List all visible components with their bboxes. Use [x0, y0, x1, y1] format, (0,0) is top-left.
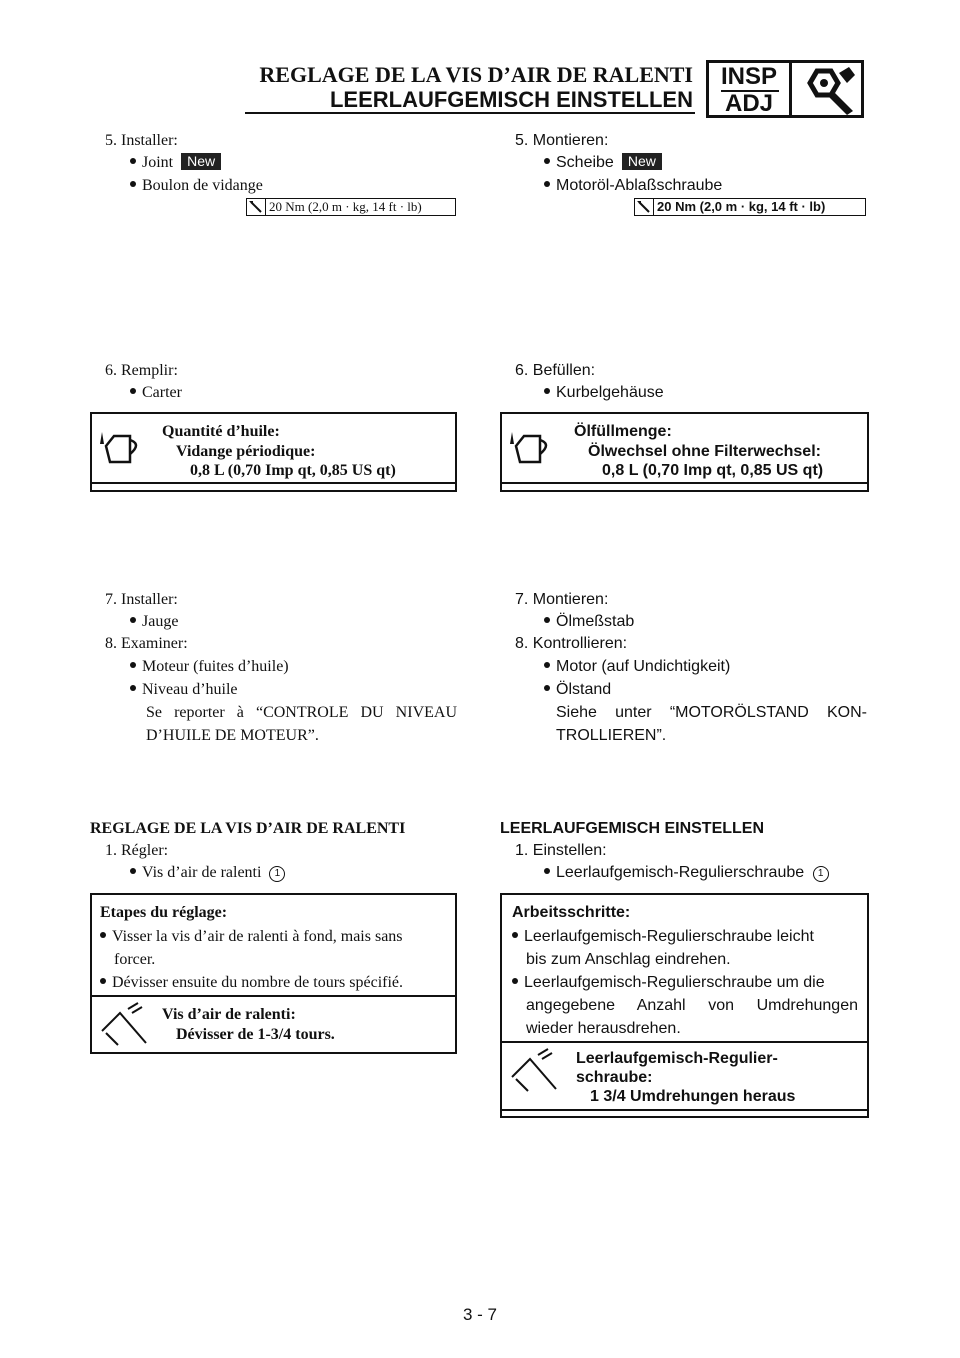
fr-steps-box-rule: [92, 995, 455, 997]
fr-steps-item1: [100, 925, 450, 948]
fr-drain-bolt-label: Boulon de vidange: [142, 177, 263, 194]
de-screw-item: [544, 862, 829, 884]
de-spec-title1: Leerlaufgemisch-Regulier-: [576, 1050, 778, 1067]
de-step1-heading: 1. Einstellen:: [515, 842, 607, 859]
de-steps-box-rule: [502, 1041, 867, 1043]
de-ref-line2: TROLLIEREN”.: [556, 727, 667, 744]
fr-oil-box-rule: [92, 482, 455, 484]
fr-steps-title: Etapes du réglage:: [100, 904, 228, 921]
de-steps-2c: wieder herausdrehen.: [526, 1020, 681, 1037]
de-step6-heading: 6. Befüllen:: [515, 362, 596, 379]
de-step5-heading: 5. Montieren:: [515, 132, 609, 149]
de-stab-label: Ölmeßstab: [556, 613, 635, 630]
de-oil-quantity-box: [500, 412, 869, 492]
de-stab-item: [544, 611, 634, 633]
fr-ref-line1: Se reporter à “CONTROLE DU NIVEAU: [146, 704, 457, 721]
wrench-nut-icon: [797, 65, 859, 115]
fr-new-badge: New: [181, 153, 221, 170]
de-steps-2a: Leerlaufgemisch-Regulierschraube um die: [524, 974, 825, 991]
fr-moteur-item: [130, 656, 289, 678]
badge-adj-label: ADJ: [724, 90, 773, 117]
fr-oil-title: Quantité d’huile:: [162, 423, 280, 440]
fr-niveau-item: [130, 679, 238, 701]
de-steps-title: Arbeitsschritte:: [512, 904, 631, 921]
fr-joint-item: [130, 152, 221, 174]
fr-carter-item: [130, 382, 182, 404]
de-scheibe-item: [544, 152, 662, 174]
de-screw-label: Leerlaufgemisch-Regulierschraube: [556, 864, 805, 881]
de-oil-box-rule: [502, 482, 867, 484]
de-kurbel-label: Kurbelgehäuse: [556, 384, 664, 401]
torque-wrench-icon: [635, 199, 654, 215]
de-spec-title2: schraube:: [576, 1069, 653, 1086]
fr-oil-quantity-box: [90, 412, 457, 492]
header-title-de: LEERLAUFGEMISCH EINSTELLEN: [329, 87, 693, 112]
de-torque-value: 20 Nm (2,0 m · kg, 14 ft · lb): [657, 199, 826, 214]
fr-torque-spec: [246, 198, 456, 216]
fr-steps-1a: Visser la vis d’air de ralenti à fond, mais sans: [112, 928, 403, 945]
insp-adj-badge: [706, 60, 864, 118]
fr-step6-heading: 6. Remplir:: [105, 362, 178, 379]
fr-torque-value: 20 Nm (2,0 m · kg, 14 ft · lb): [269, 199, 422, 214]
de-ref-line1: Siehe unter “MOTORÖLSTAND KON-: [556, 704, 867, 721]
de-scheibe-label: Scheibe: [556, 154, 614, 171]
fr-step1-heading: 1. Régler:: [105, 842, 169, 859]
de-drain-bolt-label: Motoröl-Ablaßschraube: [556, 177, 723, 194]
de-motor-item: [544, 656, 730, 678]
fr-steps-1b: forcer.: [114, 951, 156, 968]
fr-jauge-label: Jauge: [142, 613, 179, 630]
de-torque-spec: [634, 198, 866, 216]
badge-insp-label: INSP: [720, 63, 777, 90]
de-steps-1b: bis zum Anschlag eindrehen.: [526, 951, 731, 968]
de-steps-item1: [512, 925, 862, 948]
page-number: 3 - 7: [462, 1305, 498, 1324]
header-title-fr: REGLAGE DE LA VIS D’AIR DE RALENTI: [259, 62, 693, 87]
de-section-title: LEERLAUFGEMISCH EINSTELLEN: [500, 820, 765, 837]
oil-can-icon: [506, 422, 556, 466]
fr-niveau-label: Niveau d’huile: [142, 681, 238, 698]
fr-step5-heading: 5. Installer:: [105, 132, 178, 149]
de-stand-label: Ölstand: [556, 681, 612, 698]
fr-carter-label: Carter: [142, 384, 182, 401]
screwdriver-icon: [508, 1047, 560, 1095]
de-step7-heading: 7. Montieren:: [515, 591, 609, 608]
de-spec-value: 1 3/4 Umdrehungen heraus: [590, 1088, 796, 1105]
fr-ref-line2: D’HUILE DE MOTEUR”.: [146, 727, 319, 744]
de-callout-1: 1: [813, 866, 829, 882]
fr-steps-item2: [100, 971, 450, 994]
fr-moteur-label: Moteur (fuites d’huile): [142, 658, 289, 675]
de-new-badge: New: [622, 153, 662, 170]
de-stand-item: [544, 679, 611, 701]
de-oil-title: Ölfüllmenge:: [574, 423, 672, 440]
fr-callout-1: 1: [269, 866, 285, 882]
fr-adjust-steps-box: [90, 893, 457, 1054]
de-steps-2b: angegebene Anzahl von Umdrehungen: [526, 997, 858, 1014]
de-kurbel-item: [544, 382, 664, 404]
fr-jauge-item: [130, 611, 178, 633]
fr-oil-sub: Vidange périodique:: [176, 443, 316, 460]
screwdriver-icon: [98, 1001, 150, 1049]
fr-step8-heading: 8. Examiner:: [105, 635, 188, 652]
de-adjust-steps-box: [500, 893, 869, 1118]
fr-steps-2: Dévisser ensuite du nombre de tours spécifié.: [112, 974, 404, 991]
de-drain-bolt-item: [544, 175, 722, 197]
de-step8-heading: 8. Kontrollieren:: [515, 635, 628, 652]
fr-spec-value: Dévisser de 1-3/4 tours.: [176, 1026, 335, 1043]
oil-can-icon: [96, 422, 146, 466]
de-oil-sub: Ölwechsel ohne Filterwechsel:: [588, 443, 821, 460]
fr-oil-value: 0,8 L (0,70 Imp qt, 0,85 US qt): [190, 462, 396, 479]
fr-vis-item: [130, 862, 285, 884]
torque-wrench-icon: [247, 199, 266, 215]
de-steps-item2: [512, 971, 862, 994]
de-spec-box-rule: [502, 1109, 867, 1111]
fr-joint-label: Joint: [142, 154, 174, 171]
fr-drain-bolt-item: [130, 175, 263, 197]
fr-section-title: REGLAGE DE LA VIS D’AIR DE RALENTI: [90, 820, 406, 837]
de-steps-1a: Leerlaufgemisch-Regulierschraube leicht: [524, 928, 814, 945]
fr-vis-label: Vis d’air de ralenti: [142, 864, 262, 881]
fr-step7-heading: 7. Installer:: [105, 591, 178, 608]
fr-spec-title: Vis d’air de ralenti:: [162, 1006, 296, 1023]
de-motor-label: Motor (auf Undichtigkeit): [556, 658, 731, 675]
header-rule: [245, 112, 695, 114]
de-oil-value: 0,8 L (0,70 Imp qt, 0,85 US qt): [602, 462, 824, 479]
badge-divider: [789, 63, 792, 115]
